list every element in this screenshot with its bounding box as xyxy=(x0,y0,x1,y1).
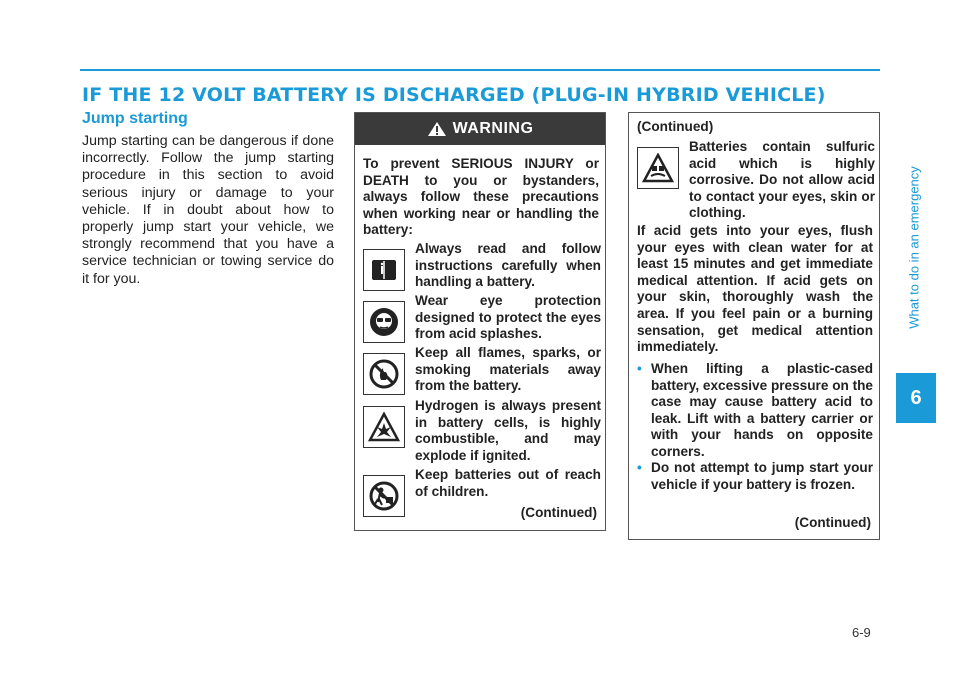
bullet-item xyxy=(637,361,873,461)
chapter-tab: 6 xyxy=(896,373,936,423)
keep-away-children-icon xyxy=(363,475,405,517)
continued-label: (Continued) xyxy=(637,119,714,134)
warning-box xyxy=(354,112,606,531)
page-number: 6-9 xyxy=(852,625,871,640)
bullet-dot-icon: • xyxy=(637,361,642,376)
corrosive-acid-icon xyxy=(637,147,679,189)
warning-title: WARNING xyxy=(452,120,534,137)
intro-paragraph: Jump starting can be dangerous if done incorrectly. Follow the jump starting procedure in this section to avoid serious injury or damage to your vehicle. If in doubt about how to properly jump start your vehicle, we strongly recommend that you have a service technician or towing service do it for you. xyxy=(82,133,334,287)
section-title: Jump starting xyxy=(82,110,188,127)
page-heading: IF THE 12 VOLT BATTERY IS DISCHARGED (PLUG-IN HYBRID VEHICLE) xyxy=(82,84,826,106)
warning-item-text: Keep all flames, sparks, or smoking materials away from the battery. xyxy=(415,345,601,394)
warning-intro: To prevent SERIOUS INJURY or DEATH to you or bystanders, always follow these precautions when working near or handling the battery: xyxy=(363,156,599,238)
warning-item-text: Always read and follow instructions carefully when handling a battery. xyxy=(415,241,601,290)
warning-item-text: Wear eye protection designed to protect the eyes from acid splashes. xyxy=(415,293,601,342)
warning-item-text: Batteries contain sulfuric acid which is highly corrosive. Do not allow acid to contact your eyes, skin or clothing. xyxy=(689,139,875,221)
side-chapter-title-text: What to do in an emergency xyxy=(906,166,922,329)
continued-label: (Continued) xyxy=(520,505,597,520)
warning-header xyxy=(355,113,605,145)
eye-protection-icon xyxy=(363,301,405,343)
warning-item-text: Keep batteries out of reach of children. xyxy=(415,467,601,499)
warning-triangle-icon xyxy=(427,121,447,137)
bullet-text: Do not attempt to jump start your vehicle if your battery is frozen. xyxy=(651,460,873,492)
continued-label: (Continued) xyxy=(794,515,871,530)
continued-warning-box xyxy=(628,112,880,540)
side-chapter-title xyxy=(904,150,924,350)
bullet-text: When lifting a plastic-cased battery, excessive pressure on the case may cause battery acid to leak. Lift with a battery carrier or with your hands on opposite corners. xyxy=(651,361,873,459)
bullet-dot-icon: • xyxy=(637,460,642,475)
no-flames-icon xyxy=(363,353,405,395)
manual-book-icon xyxy=(363,249,405,291)
warning-item-text: Hydrogen is always present in battery cells, is highly combustible, and may explode if ignited. xyxy=(415,398,601,463)
acid-first-aid-paragraph: If acid gets into your eyes, flush your eyes with clean water for at least 15 minutes and get immediate medical attention. If acid gets on your skin, thoroughly wash the area. If you feel pain or a burning sensation, get medical attention immediately. xyxy=(637,223,873,355)
top-rule xyxy=(80,69,880,71)
explosion-warning-icon xyxy=(363,406,405,448)
bullet-item xyxy=(637,460,873,493)
